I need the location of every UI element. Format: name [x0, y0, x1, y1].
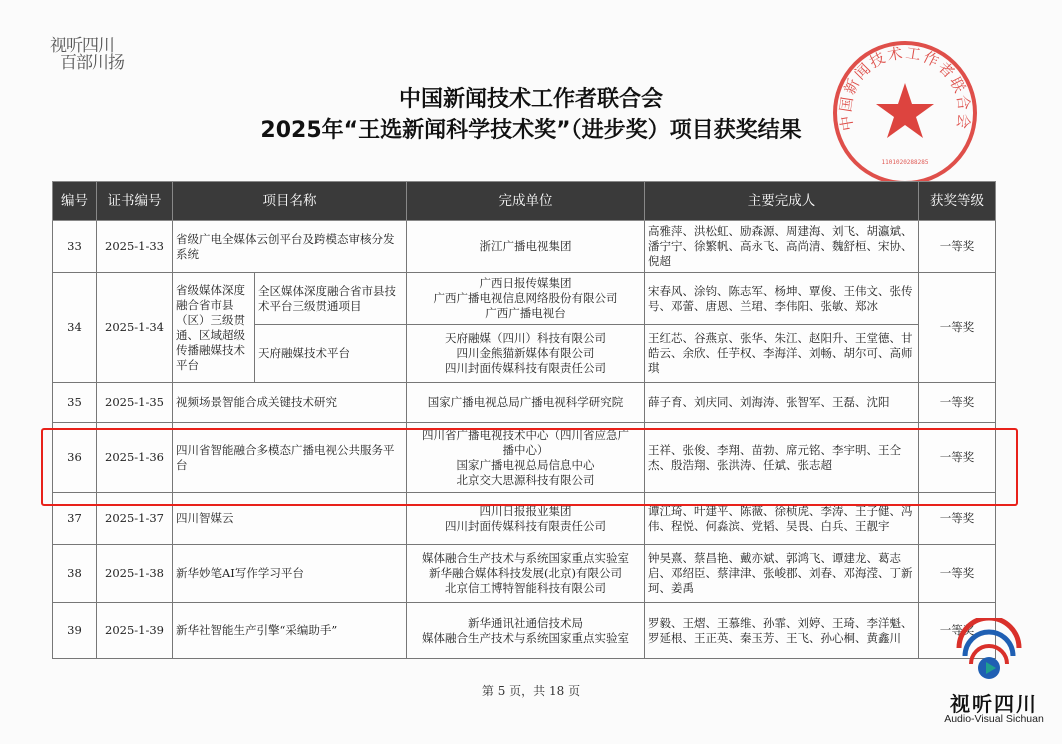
cell-project: 视频场景智能合成关键技术研究	[173, 383, 407, 423]
cell-level: 一等奖	[919, 273, 996, 383]
document-title-organization: 中国新闻技术工作者联合会	[398, 87, 663, 112]
cell-level: 一等奖	[919, 603, 996, 659]
unit-line: 国家广播电视总局信息中心	[456, 457, 595, 472]
cell-people: 谭江琦、叶建平、陈薇、徐桢虎、李涛、王子健、冯伟、程悦、何淼滨、党韬、吴畏、白兵、王靓宇	[645, 493, 919, 545]
cell-people: 宋春风、涂钧、陈志军、杨坤、覃俊、王伟文、张传号、邓蕾、唐恩、兰珺、李伟阳、张敏、郑冰	[645, 273, 919, 325]
cell-number: 36	[53, 423, 97, 493]
page-number: 第 5 页，共 18 页	[481, 684, 581, 698]
unit-line: 四川省广播电视技术中心（四川省应急广	[422, 427, 629, 442]
cell-number: 34	[53, 273, 97, 383]
document-title-award: 2025年“王选新闻科学技术奖”（进步奖）项目获奖结果	[260, 118, 802, 143]
cell-level: 一等奖	[919, 221, 996, 273]
cell-certificate: 2025-1-37	[97, 493, 173, 545]
cell-subproject: 全区媒体深度融合省市县技术平台三级贯通项目	[255, 273, 407, 325]
unit-line: 新华通讯社通信技术局	[468, 615, 583, 630]
cell-level: 一等奖	[919, 423, 996, 493]
unit-line: 媒体融合生产技术与系统国家重点实验室	[422, 551, 629, 565]
unit-line: 播中心）	[502, 442, 549, 457]
unit-line: 四川封面传媒科技有限责任公司	[445, 361, 606, 375]
cell-certificate: 2025-1-35	[97, 383, 173, 423]
cell-people: 高雅萍、洪松虹、励森源、周建海、刘飞、胡瀛斌、潘宁宁、徐繁帆、高永飞、高尚清、魏舒桓、宋协、倪超	[645, 221, 919, 273]
cell-number: 39	[53, 603, 97, 659]
cell-certificate: 2025-1-39	[97, 603, 173, 659]
cell-people: 薛子育、刘庆同、刘海涛、张智军、王磊、沈阳	[645, 383, 919, 423]
table-row	[53, 221, 996, 273]
cell-number: 38	[53, 545, 97, 603]
unit-line: 广西广播电视信息网络股份有限公司	[433, 291, 618, 305]
cell-project: 新华社智能生产引擎“采编助手”	[173, 603, 407, 659]
unit-line: 新华融合媒体科技发展(北京)有限公司	[429, 566, 622, 580]
table-row	[53, 603, 996, 659]
unit-line: 浙江广播电视集团	[479, 239, 572, 253]
unit-line: 广西广播电视台	[485, 306, 566, 320]
cell-project: 新华妙笔AI写作学习平台	[173, 545, 407, 603]
cell-certificate: 2025-1-34	[97, 273, 173, 383]
unit-line: 广西日报传媒集团	[479, 276, 572, 290]
cell-project: 四川省智能融合多模态广播电视公共服务平台	[173, 423, 407, 493]
unit-line: 四川封面传媒科技有限责任公司	[445, 518, 606, 533]
cell-number: 37	[53, 493, 97, 545]
cell-project: 省级广电全媒体云创平台及跨模态审核分发系统	[173, 221, 407, 273]
cell-number: 33	[53, 221, 97, 273]
cell-people: 钟昊熹、蔡昌艳、戴亦斌、郭鸿飞、谭建龙、葛志启、邓绍臣、蔡津津、张峻郡、刘春、邓海滢、丁新珂、姜禹	[645, 545, 919, 603]
cell-units	[407, 423, 645, 493]
header-certificate: 证书编号	[97, 182, 173, 221]
table-row	[53, 273, 996, 325]
unit-line: 四川日报报业集团	[479, 503, 572, 518]
watermark-line-2: 百部川扬	[60, 53, 124, 73]
seal-text: 中国新闻技术工作者联合会	[836, 43, 974, 133]
cell-project: 四川智媒云	[173, 493, 407, 545]
logo-text-english: Audio-Visual Sichuan	[944, 713, 1044, 725]
table-header-row	[53, 182, 996, 221]
award-results-table	[52, 181, 996, 659]
unit-line: 媒体融合生产技术与系统国家重点实验室	[422, 630, 629, 645]
cell-subproject: 天府融媒技术平台	[255, 325, 407, 383]
header-project-name: 项目名称	[173, 182, 407, 221]
cell-certificate: 2025-1-33	[97, 221, 173, 273]
logo-text-chinese: 视听四川	[950, 692, 1038, 716]
unit-line: 四川金熊猫新媒体有限公司	[456, 346, 595, 360]
watermark-brand-calligraphy	[50, 38, 124, 72]
header-number: 编号	[53, 182, 97, 221]
header-completing-units: 完成单位	[407, 182, 645, 221]
seal-number: 1101020288285	[881, 159, 929, 166]
watermark-line-1: 视听四川	[50, 36, 114, 56]
cell-units	[407, 325, 645, 383]
cell-project-group: 省级媒体深度融合省市县（区）三级贯通、区域超级传播融媒技术平台	[173, 273, 255, 383]
table-row	[53, 383, 996, 423]
cell-units	[407, 493, 645, 545]
cell-certificate: 2025-1-36	[97, 423, 173, 493]
cell-units	[407, 545, 645, 603]
official-seal-stamp	[830, 38, 980, 188]
cell-units	[407, 273, 645, 325]
cell-units	[407, 221, 645, 273]
cell-units	[407, 603, 645, 659]
cell-certificate: 2025-1-38	[97, 545, 173, 603]
cell-number: 35	[53, 383, 97, 423]
header-main-contributors: 主要完成人	[645, 182, 919, 221]
cell-people: 王祥、张俊、李翔、苗勃、席元铭、李宇明、王仝杰、殷浩翔、张洪涛、任斌、张志超	[645, 423, 919, 493]
cell-people: 罗毅、王熠、王慕维、孙霏、刘婷、王琦、李洋魁、罗延根、王正英、秦玉芳、王飞、孙心桐、黄鑫川	[645, 603, 919, 659]
table-row-highlighted	[53, 423, 996, 493]
unit-line: 天府融媒（四川）科技有限公司	[445, 331, 606, 345]
cell-level: 一等奖	[919, 493, 996, 545]
cell-people: 王红芯、谷燕京、张华、朱江、赵阳升、王堂德、甘皓云、余欣、任芋权、李海洋、刘畅、胡尔可、高师琪	[645, 325, 919, 383]
unit-line: 北京交大思源科技有限公司	[456, 472, 595, 487]
seal-star-icon	[876, 83, 934, 138]
unit-line: 国家广播电视总局广播电视科学研究院	[427, 395, 624, 409]
header-award-level: 获奖等级	[919, 182, 996, 221]
table-row	[53, 493, 996, 545]
table-row	[53, 545, 996, 603]
unit-line: 北京信工博特智能科技有限公司	[445, 581, 606, 595]
cell-units	[407, 383, 645, 423]
cell-level: 一等奖	[919, 383, 996, 423]
cell-level: 一等奖	[919, 545, 996, 603]
